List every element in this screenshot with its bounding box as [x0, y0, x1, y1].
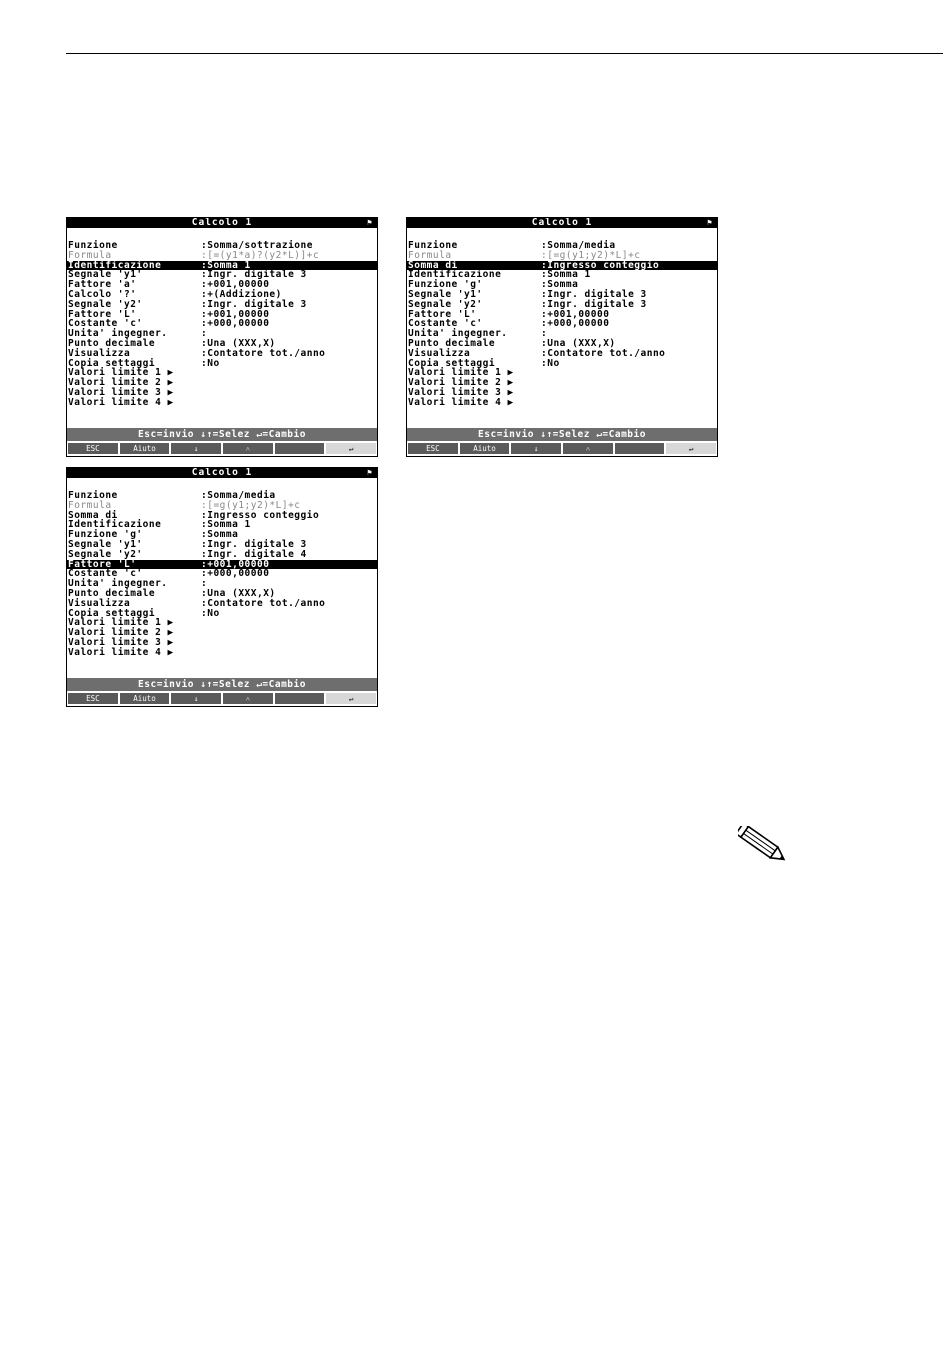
setting-label: Valori limite 3 ▶ — [408, 386, 514, 398]
setting-label: Valori limite 3 ▶ — [68, 636, 174, 648]
setting-value: :Ingr. digitale 3 — [201, 538, 307, 550]
setting-label: Valori limite 4 ▶ — [68, 396, 174, 408]
setting-value: :Contatore tot./anno — [201, 347, 326, 359]
setting-value: :+001,00000 — [201, 308, 270, 320]
setting-label: Copia settaggi — [408, 357, 496, 369]
esc-button[interactable]: ESC — [67, 692, 119, 705]
setting-value: :Somma/sottrazione — [201, 240, 313, 251]
enter-button[interactable]: ↵ — [665, 442, 717, 455]
setting-label: Identificazione — [68, 519, 162, 531]
setting-label: Copia settaggi — [68, 607, 156, 619]
setting-label: Fattore 'L' — [68, 558, 137, 570]
setting-row-valori-limite-4[interactable] — [67, 398, 377, 408]
esc-button[interactable]: ESC — [67, 442, 119, 455]
up-button[interactable]: ˄ — [222, 692, 274, 705]
setting-value: :+000,00000 — [201, 568, 270, 580]
setting-label: Formula — [68, 249, 112, 261]
setting-label: Funzione — [68, 240, 118, 251]
setting-value: :Ingr. digitale 3 — [541, 288, 647, 300]
screen-title-text: Calcolo 1 — [191, 467, 253, 478]
screen-title — [67, 218, 377, 228]
blank-button[interactable] — [614, 442, 666, 455]
setting-label: Costante 'c' — [68, 568, 143, 580]
screen-calcolo-somma-media — [406, 217, 718, 457]
setting-value: :Somma/media — [201, 490, 276, 501]
up-button[interactable]: ˄ — [562, 442, 614, 455]
down-button[interactable]: ↓ — [170, 692, 222, 705]
help-button[interactable]: Aiuto — [459, 442, 511, 455]
softkey-bar — [67, 692, 377, 705]
up-button[interactable]: ˄ — [222, 442, 274, 455]
enter-button[interactable]: ↵ — [325, 442, 377, 455]
setting-label: Valori limite 4 ▶ — [408, 396, 514, 408]
setting-value: :[=g(y1;y2)*L]+c — [201, 499, 301, 511]
screen-title-text: Calcolo 1 — [191, 217, 253, 228]
setting-label: Unita' ingegner. — [408, 328, 508, 340]
setting-value: :Somma — [541, 279, 579, 291]
status-bar: Esc=invio ↓↑=Selez ↵=Cambio — [67, 678, 377, 691]
setting-value: :Contatore tot./anno — [541, 347, 666, 359]
down-button[interactable]: ↓ — [510, 442, 562, 455]
setting-label: Valori limite 2 ▶ — [408, 377, 514, 389]
setting-label: Somma di — [408, 259, 458, 271]
help-button[interactable]: Aiuto — [119, 442, 171, 455]
setting-value: : — [201, 578, 208, 590]
status-bar: Esc=invio ↓↑=Selez ↵=Cambio — [67, 428, 377, 441]
setting-label: Segnale 'y2' — [68, 298, 143, 310]
help-button[interactable]: Aiuto — [119, 692, 171, 705]
softkey-bar — [67, 442, 377, 455]
screen-calcolo-fattore-l — [66, 467, 378, 707]
status-corner-icon: ⚑ — [707, 218, 713, 227]
screen-calcolo-somma-sottrazione — [66, 217, 378, 457]
header-rule — [66, 53, 943, 54]
setting-value: :+000,00000 — [541, 318, 610, 330]
setting-value: :Una (XXX,X) — [201, 337, 276, 349]
setting-label: Segnale 'y1' — [68, 538, 143, 550]
setting-label: Valori limite 4 ▶ — [68, 646, 174, 658]
setting-value: :Somma 1 — [201, 519, 251, 531]
screen-title — [67, 468, 377, 478]
setting-label: Calcolo '?' — [68, 288, 137, 300]
setting-label: Visualizza — [68, 347, 131, 359]
setting-value: :Somma — [201, 529, 239, 541]
setting-label: Valori limite 2 ▶ — [68, 377, 174, 389]
setting-label: Fattore 'L' — [68, 308, 137, 320]
setting-label: Unita' ingegner. — [68, 578, 168, 590]
blank-button[interactable] — [274, 692, 326, 705]
setting-value: :Ingr. digitale 4 — [201, 548, 307, 560]
settings-list — [407, 241, 717, 408]
setting-label: Segnale 'y1' — [68, 269, 143, 281]
setting-value: :+001,00000 — [201, 558, 270, 570]
setting-label: Costante 'c' — [68, 318, 143, 330]
setting-label: Fattore 'a' — [68, 279, 137, 291]
setting-row-valori-limite-4[interactable] — [67, 648, 377, 658]
setting-value: :Una (XXX,X) — [201, 587, 276, 599]
setting-label: Valori limite 2 ▶ — [68, 627, 174, 639]
setting-label: Costante 'c' — [408, 318, 483, 330]
setting-value: :+(Addizione) — [201, 288, 282, 300]
status-corner-icon: ⚑ — [367, 468, 373, 477]
setting-value: :No — [201, 607, 220, 619]
setting-value: :Ingresso conteggio — [201, 509, 320, 521]
setting-label: Punto decimale — [408, 337, 496, 349]
setting-value: :Somma 1 — [201, 259, 251, 271]
enter-button[interactable]: ↵ — [325, 692, 377, 705]
setting-value: :+000,00000 — [201, 318, 270, 330]
status-bar: Esc=invio ↓↑=Selez ↵=Cambio — [407, 428, 717, 441]
status-corner-icon: ⚑ — [367, 218, 373, 227]
settings-list — [67, 491, 377, 658]
setting-label: Somma di — [68, 509, 118, 521]
setting-row-valori-limite-4[interactable] — [407, 398, 717, 408]
setting-label: Punto decimale — [68, 337, 156, 349]
setting-value: : — [201, 328, 208, 340]
setting-value: :No — [201, 357, 220, 369]
pencil-icon — [738, 826, 790, 866]
setting-label: Funzione 'g' — [408, 279, 483, 291]
setting-label: Punto decimale — [68, 587, 156, 599]
setting-value: :Somma/media — [541, 240, 616, 251]
setting-label: Funzione — [68, 490, 118, 501]
setting-label: Copia settaggi — [68, 357, 156, 369]
setting-label: Funzione 'g' — [68, 529, 143, 541]
setting-label: Formula — [68, 499, 112, 511]
setting-value: :+001,00000 — [201, 279, 270, 291]
setting-value: :Somma 1 — [541, 269, 591, 281]
setting-label: Funzione — [408, 240, 458, 251]
setting-value: :[=(y1*a)?(y2*L)]+c — [201, 249, 320, 261]
settings-list — [67, 241, 377, 408]
setting-label: Formula — [408, 249, 452, 261]
screen-title-text: Calcolo 1 — [531, 217, 593, 228]
setting-label: Valori limite 1 ▶ — [68, 617, 174, 629]
setting-label: Segnale 'y1' — [408, 288, 483, 300]
softkey-bar — [407, 442, 717, 455]
screen-title — [407, 218, 717, 228]
setting-value: : — [541, 328, 548, 340]
setting-value: :Ingr. digitale 3 — [541, 298, 647, 310]
setting-value: :[=g(y1;y2)*L]+c — [541, 249, 641, 261]
setting-value: :Ingresso conteggio — [541, 259, 660, 271]
setting-label: Identificazione — [408, 269, 502, 281]
setting-label: Unita' ingegner. — [68, 328, 168, 340]
setting-label: Valori limite 1 ▶ — [408, 367, 514, 379]
setting-value: :Ingr. digitale 3 — [201, 298, 307, 310]
setting-label: Segnale 'y2' — [408, 298, 483, 310]
setting-value: :No — [541, 357, 560, 369]
setting-value: :+001,00000 — [541, 308, 610, 320]
setting-value: :Ingr. digitale 3 — [201, 269, 307, 281]
setting-label: Valori limite 1 ▶ — [68, 367, 174, 379]
esc-button[interactable]: ESC — [407, 442, 459, 455]
setting-label: Valori limite 3 ▶ — [68, 386, 174, 398]
setting-label: Visualizza — [408, 347, 471, 359]
setting-label: Identificazione — [68, 259, 162, 271]
setting-label: Visualizza — [68, 597, 131, 609]
setting-value: :Una (XXX,X) — [541, 337, 616, 349]
blank-button[interactable] — [274, 442, 326, 455]
setting-label: Segnale 'y2' — [68, 548, 143, 560]
down-button[interactable]: ↓ — [170, 442, 222, 455]
setting-label: Fattore 'L' — [408, 308, 477, 320]
setting-value: :Contatore tot./anno — [201, 597, 326, 609]
